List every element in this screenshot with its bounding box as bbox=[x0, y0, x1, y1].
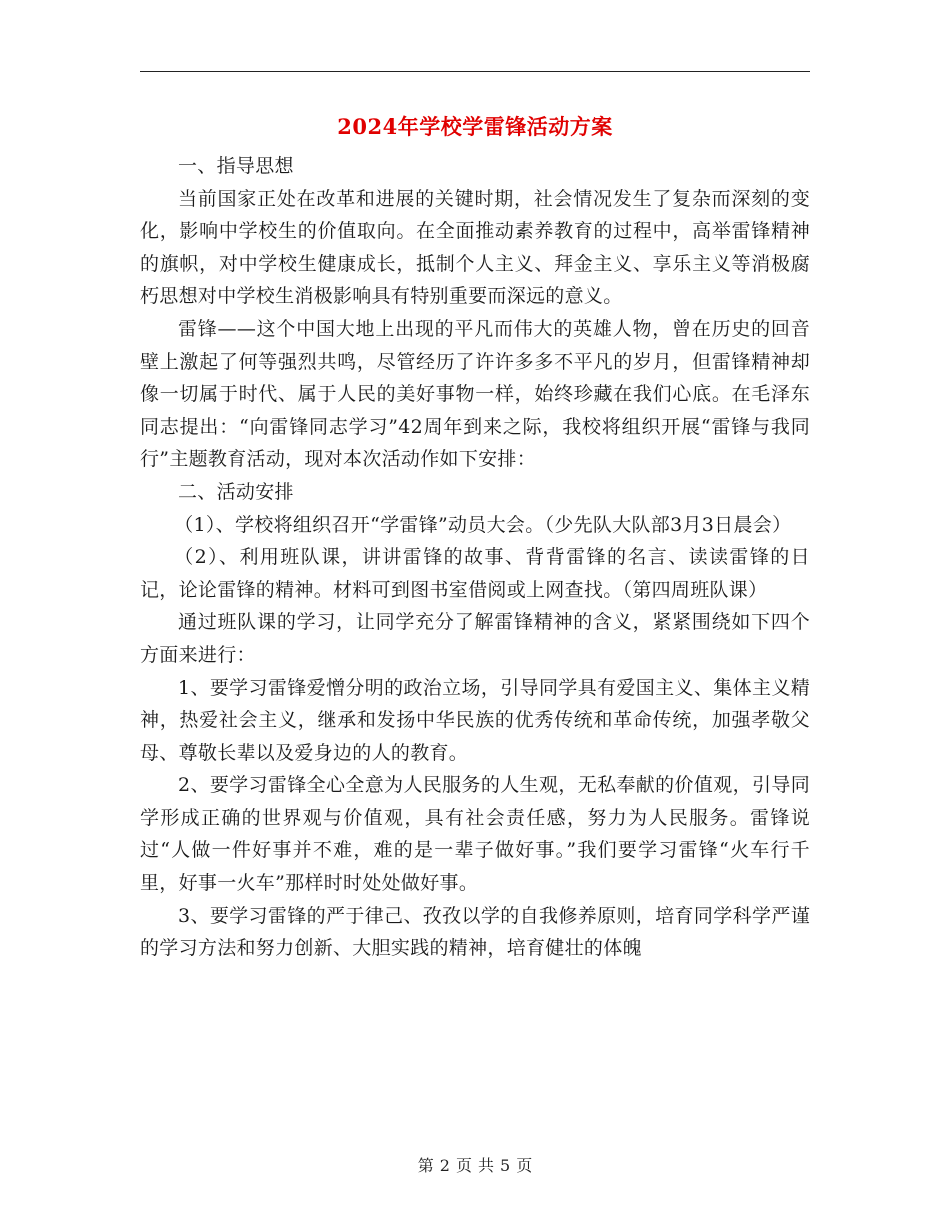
activity-item: （1）、学校将组织召开“学雷锋”动员大会。（少先队大队部3月3日晨会） bbox=[174, 513, 792, 536]
paragraph: 雷锋——这个中国大地上出现的平凡而伟大的英雄人物，曾在历史的回音壁上激起了何等强烈共鸣，尽管经历了许许多多不平凡的岁月，但雷锋精神却像一切属于时代、属于人民的美好事物一样，始终珍藏在我们心底。在毛泽东同志提出：“向雷锋同志学习”42周年到来之际，我校将组织开展“雷锋与我同行”主题教育活动，现对本次活动作如下安排： bbox=[140, 317, 810, 471]
page-footer bbox=[0, 1153, 950, 1176]
activity-item: （2）、利用班队课，讲讲雷锋的故事、背背雷锋的名言、读读雷锋的日记，论论雷锋的精神。材料可到图书室借阅或上网查找。（第四周班队课） bbox=[140, 546, 810, 601]
total-page-number: 5 bbox=[500, 1156, 511, 1175]
paragraph: 通过班队课的学习，让同学充分了解雷锋精神的含义，紧紧围绕如下四个方面来进行： bbox=[140, 611, 810, 666]
footer-label-page: 第 bbox=[417, 1156, 434, 1175]
paragraph: 1、要学习雷锋爱憎分明的政治立场，引导同学具有爱国主义、集体主义精神，热爱社会主义，继承和发扬中华民族的优秀传统和革命传统，加强孝敬父母、尊敬长辈以及爱身边的人的教育。 bbox=[140, 676, 810, 764]
paragraph: 2、要学习雷锋全心全意为人民服务的人生观，无私奉献的价值观，引导同学形成正确的世界观与价值观，具有社会责任感，努力为人民服务。雷锋说过“人做一件好事并不难，难的是一辈子做好事。”我们要学习雷锋“火车行千里，好事一火车”那样时时处处做好事。 bbox=[140, 774, 810, 895]
section-heading: 二、活动安排 bbox=[178, 480, 294, 503]
footer-label-ye: 页 bbox=[455, 1156, 472, 1175]
section-heading: 一、指导思想 bbox=[178, 155, 294, 177]
paragraph: 3、要学习雷锋的严于律己、孜孜以学的自我修养原则，培育同学科学严谨的学习方法和努力创新、大胆实践的精神，培育健壮的体魄 bbox=[140, 904, 810, 960]
document-title: 2024年学校学雷锋活动方案 bbox=[337, 114, 613, 139]
current-page-number: 2 bbox=[439, 1156, 450, 1175]
header-rule bbox=[140, 71, 810, 72]
paragraph: 当前国家正处在改革和进展的关键时期，社会情况发生了复杂而深刻的变化，影响中学校生的价值取向。在全面推动素养教育的过程中，高举雷锋精神的旗帜，对中学校生健康成长，抵制个人主义、拜金主义、享乐主义等消极腐朽思想对中学校生消极影响具有特别重要而深远的意义。 bbox=[140, 187, 810, 308]
document-body bbox=[140, 150, 810, 965]
footer-label-ye2: 页 bbox=[516, 1156, 533, 1175]
footer-label-total: 共 bbox=[478, 1156, 495, 1175]
